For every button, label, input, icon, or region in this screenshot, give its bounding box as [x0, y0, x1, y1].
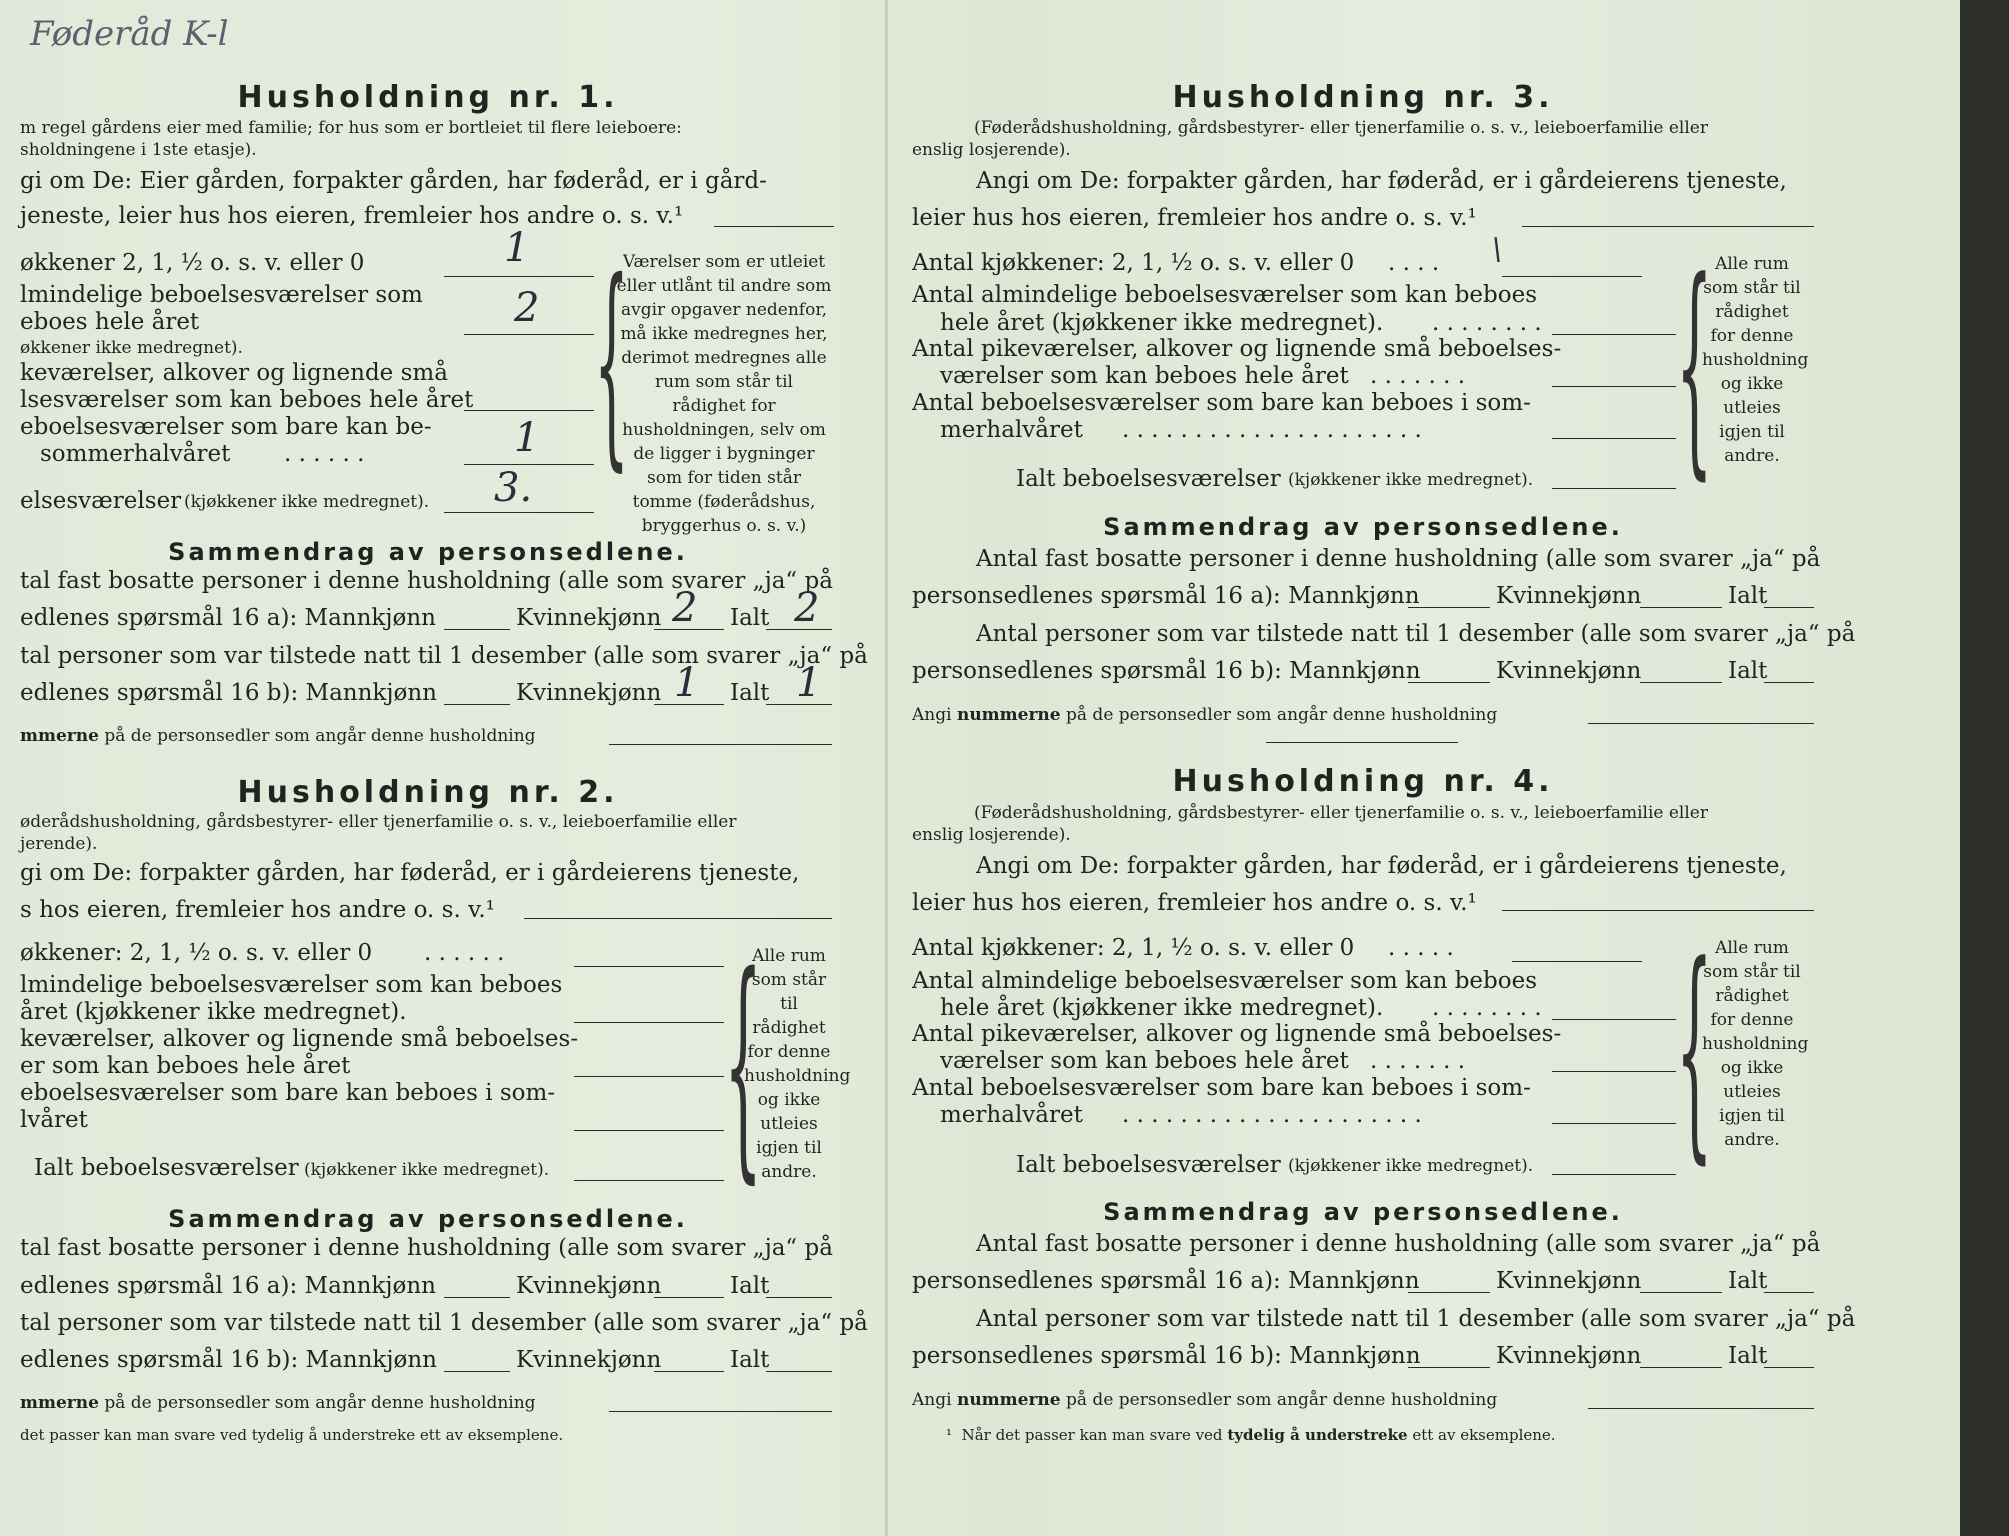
- household-1-nummerne-bold: mmerne: [20, 726, 99, 746]
- household-1-summary-title: Sammendrag av personsedlene.: [168, 538, 688, 566]
- household-1-sum-b-ialt-value: 1: [796, 660, 822, 706]
- household-2-sum-b-2: edlenes spørsmål 16 b): Mannkjønn: [20, 1347, 437, 1373]
- household-2-som-label-1: eboelsesværelser som bare kan beboes i som-: [20, 1080, 556, 1106]
- household-3-nummerne-rest: på de personsedler som angår denne husholdning: [1060, 705, 1498, 725]
- household-1-alm-line[interactable]: [464, 334, 594, 335]
- household-3-sum-a-1: Antal fast bosatte personer i denne husholdning (alle som svarer „ja“ på: [976, 546, 1821, 572]
- household-2-nummerne-line[interactable]: [609, 1411, 832, 1412]
- household-3-alm-dots: . . . . . . . .: [1432, 310, 1542, 336]
- household-1-brace: {: [594, 234, 629, 490]
- household-2-sum-b-ialt-line[interactable]: [766, 1371, 832, 1372]
- page-fold: [885, 0, 888, 1536]
- household-2-som-label-2: lvåret: [20, 1107, 88, 1133]
- household-1-angi-line[interactable]: [714, 226, 834, 227]
- household-1-alm-label-1: lmindelige beboelsesværelser som: [20, 282, 423, 308]
- household-2-footnote: det passer kan man svare ved tydelig å understreke ett av eksemplene.: [20, 1426, 564, 1444]
- household-4-note: Alle rum som står til rådighet for denne husholdning og ikke utleies igjen til andre.: [1702, 938, 1809, 1150]
- household-4-brace: {: [1676, 917, 1713, 1184]
- household-4-footnote-b: ett av eksemplene.: [1407, 1426, 1556, 1444]
- household-2-note: Alle rum som står til rådighet for denne husholdning og ikke utleies igjen til andre.: [744, 946, 851, 1182]
- household-3-kitchen-value: \: [1492, 232, 1503, 267]
- household-4-alm-label-1: Antal almindelige beboelsesværelser som kan beboes: [912, 968, 1538, 994]
- household-4-pike-dots: . . . . . . .: [1370, 1048, 1466, 1074]
- household-4-sum-b-2: personsedlenes spørsmål 16 b): Mannkjønn: [912, 1343, 1421, 1369]
- household-4-sum-a-mann-line[interactable]: [1408, 1292, 1490, 1293]
- household-1-ialt-label: elsesværelser: [20, 488, 182, 514]
- household-3-angi-1: Angi om De: forpakter gården, har føderåd, er i gårdeierens tjeneste,: [976, 168, 1787, 194]
- household-4-angi-line[interactable]: [1502, 910, 1814, 911]
- household-4-sum-b-1: Antal personer som var tilstede natt til 1 desember (alle som svarer „ja“ på: [976, 1306, 1856, 1332]
- household-1-som-label-1: eboelsesværelser som bare kan be-: [20, 414, 432, 440]
- household-2-pike-line[interactable]: [574, 1076, 724, 1077]
- household-1-sum-a-kv: Kvinnekjønn: [516, 605, 662, 631]
- household-2-angi-1: gi om De: forpakter gården, har føderåd, er i gårdeierens tjeneste,: [20, 860, 800, 886]
- household-1-nummerne-rest: på de personsedler som angår denne husholdning: [98, 726, 536, 746]
- household-2-sum-b-kv: Kvinnekjønn: [516, 1347, 662, 1373]
- household-3-sum-b-kv-line[interactable]: [1640, 682, 1722, 683]
- household-3-kitchen-line[interactable]: [1502, 276, 1642, 277]
- household-3-alm-line[interactable]: [1552, 334, 1676, 335]
- household-4-sum-a-1: Antal fast bosatte personer i denne husholdning (alle som svarer „ja“ på: [976, 1231, 1821, 1257]
- household-3-kitchen-dots: . . . .: [1388, 250, 1440, 276]
- household-4-sum-a-kv: Kvinnekjønn: [1496, 1268, 1642, 1294]
- household-3-nummerne-bold: nummerne: [956, 705, 1061, 725]
- household-3-nummerne: [912, 705, 1497, 725]
- household-2-sum-a-ialt: Ialt: [730, 1273, 770, 1299]
- household-2-pike-label-2: er som kan beboes hele året: [20, 1053, 351, 1079]
- household-4-sum-a-kv-line[interactable]: [1640, 1292, 1722, 1293]
- household-2-sum-b-kv-line[interactable]: [654, 1371, 724, 1372]
- household-2-ialt-line[interactable]: [574, 1180, 724, 1181]
- household-1-alm-value: 2: [514, 285, 540, 331]
- household-1-ialt-line[interactable]: [444, 512, 594, 513]
- household-4-nummerne-rest: på de personsedler som angår denne husholdning: [1060, 1390, 1498, 1410]
- household-3-som-line[interactable]: [1552, 438, 1676, 439]
- household-1-sum-a-2: edlenes spørsmål 16 a): Mannkjønn: [20, 605, 436, 631]
- household-1-ialt-small: (kjøkkener ikke medregnet).: [184, 492, 430, 512]
- household-4-title: Husholdning nr. 4.: [1172, 764, 1554, 799]
- household-4-kitchen-label: Antal kjøkkener: 2, 1, ½ o. s. v. eller 0: [912, 935, 1355, 961]
- household-3-alm-label-2: hele året (kjøkkener ikke medregnet).: [940, 310, 1384, 336]
- household-4-sum-b-mann-line[interactable]: [1408, 1367, 1490, 1368]
- household-1-sum-a-ialt: Ialt: [730, 605, 770, 631]
- household-1-intro-2: sholdningene i 1ste etasje).: [20, 140, 257, 160]
- household-4-kitchen-line[interactable]: [1512, 961, 1642, 962]
- household-2-sum-a-ialt-line[interactable]: [766, 1297, 832, 1298]
- household-1-note: Værelser som er utleiet eller utlånt til andre som avgir opgaver nedenfor, må ikke medregnes her, derimot medregnes alle rum som står til rådighet for husholdningen, selv om de ligger i bygninger som for tiden står tomme (føderådshus, bryggerhus o. s. v.): [616, 252, 832, 536]
- household-4-angi-1: Angi om De: forpakter gården, har føderåd, er i gårdeierens tjeneste,: [976, 853, 1787, 879]
- household-3-pike-label-2: værelser som kan beboes hele året: [940, 363, 1349, 389]
- household-1-sum-a-mann-line[interactable]: [444, 629, 510, 630]
- household-1-pike-line[interactable]: [464, 410, 594, 411]
- household-4-nummerne-line[interactable]: [1588, 1408, 1814, 1409]
- household-2-sum-a-kv-line[interactable]: [654, 1297, 724, 1298]
- household-4-som-label-1: Antal beboelsesværelser som bare kan beboes i som-: [912, 1075, 1531, 1101]
- household-2-angi-line[interactable]: [524, 918, 832, 919]
- household-1-sum-b-kv-value: 1: [674, 660, 700, 706]
- household-3-sum-a-kv-line[interactable]: [1640, 607, 1722, 608]
- household-1-sum-b-1: tal personer som var tilstede natt til 1 desember (alle som svarer „ja“ på: [20, 643, 868, 669]
- household-1-ialt-value: 3.: [494, 465, 533, 511]
- household-3-pike-dots: . . . . . . .: [1370, 363, 1466, 389]
- household-3-intro: (Føderådshusholdning, gårdsbestyrer- eller tjenerfamilie o. s. v., leieboerfamilie eller: [974, 118, 1708, 138]
- household-1-nummerne-line[interactable]: [609, 744, 832, 745]
- household-1-pike-label-1: keværelser, alkover og lignende små: [20, 360, 448, 386]
- household-3-ialt-small: (kjøkkener ikke medregnet).: [1288, 470, 1534, 490]
- household-1-title: Husholdning nr. 1.: [237, 80, 619, 115]
- household-3-brace: {: [1676, 233, 1713, 500]
- household-3-sum-a-2: personsedlenes spørsmål 16 a): Mannkjønn: [912, 583, 1420, 609]
- household-2-sum-a-2: edlenes spørsmål 16 a): Mannkjønn: [20, 1273, 436, 1299]
- scan-edge-strip: [1960, 0, 2009, 1536]
- household-4-footnote-a: Når det passer kan man svare ved: [961, 1426, 1228, 1444]
- household-2-sum-b-1: tal personer som var tilstede natt til 1 desember (alle som svarer „ja“ på: [20, 1310, 868, 1336]
- household-2-alm-label-2: året (kjøkkener ikke medregnet).: [20, 999, 407, 1025]
- household-2-sum-a-mann-line[interactable]: [444, 1297, 510, 1298]
- household-3-pike-line[interactable]: [1552, 386, 1676, 387]
- household-3-som-label-2: merhalvåret: [940, 417, 1083, 443]
- household-4-sum-b-kv: Kvinnekjønn: [1496, 1343, 1642, 1369]
- household-2-alm-label-1: lmindelige beboelsesværelser som kan beboes: [20, 972, 563, 998]
- household-4-footnote-num: ¹: [946, 1426, 953, 1444]
- household-3-angi-line[interactable]: [1522, 226, 1814, 227]
- household-4-kitchen-dots: . . . . .: [1388, 935, 1454, 961]
- household-1-sum-a-1: tal fast bosatte personer i denne husholdning (alle som svarer „ja“ på: [20, 568, 833, 594]
- household-4-sum-a-ialt: Ialt: [1728, 1268, 1768, 1294]
- household-1-kitchen-value: 1: [504, 225, 530, 271]
- household-1-angi-2: jeneste, leier hus hos eieren, fremleier hos andre o. s. v.¹: [20, 203, 684, 229]
- household-2-intro: øderådshusholdning, gårdsbestyrer- eller tjenerfamilie o. s. v., leieboerfamilie eller: [20, 812, 737, 832]
- household-4-pike-label-2: værelser som kan beboes hele året: [940, 1048, 1349, 1074]
- household-1-kitchen-label: økkener 2, 1, ½ o. s. v. eller 0: [20, 250, 365, 276]
- corner-handwritten-note: Føderåd K-l: [30, 14, 229, 54]
- household-1-angi-1: gi om De: Eier gården, forpakter gården, har føderåd, er i gård-: [20, 168, 767, 194]
- household-2-kitchen-line[interactable]: [574, 966, 724, 967]
- household-3-sum-b-kv: Kvinnekjønn: [1496, 658, 1642, 684]
- household-3-angi-2: leier hus hos eieren, fremleier hos andre o. s. v.¹: [912, 205, 1477, 231]
- household-3-pike-label-1: Antal pikeværelser, alkover og lignende små beboelses-: [912, 336, 1562, 362]
- household-4-alm-line[interactable]: [1552, 1019, 1676, 1020]
- household-4-sum-b-ialt-line[interactable]: [1764, 1367, 1814, 1368]
- household-4-som-dots: . . . . . . . . . . . . . . . . . . . . .: [1122, 1102, 1422, 1128]
- household-4-som-line[interactable]: [1552, 1123, 1676, 1124]
- household-3-nummerne-line[interactable]: [1588, 723, 1814, 724]
- household-2-sum-b-mann-line[interactable]: [444, 1371, 510, 1372]
- household-1-som-value: 1: [514, 415, 540, 461]
- household-3-kitchen-label: Antal kjøkkener: 2, 1, ½ o. s. v. eller 0: [912, 250, 1355, 276]
- household-3-summary-title: Sammendrag av personsedlene.: [1103, 513, 1623, 541]
- household-3-som-dots: . . . . . . . . . . . . . . . . . . . . .: [1122, 417, 1422, 443]
- household-2-summary-title: Sammendrag av personsedlene.: [168, 1205, 688, 1233]
- household-1-sum-b-2: edlenes spørsmål 16 b): Mannkjønn: [20, 680, 437, 706]
- household-4-alm-label-2: hele året (kjøkkener ikke medregnet).: [940, 995, 1384, 1021]
- household-2-ialt-label: Ialt beboelsesværelser: [34, 1155, 299, 1181]
- household-4-intro-2: enslig losjerende).: [912, 825, 1071, 845]
- household-3-ialt-label: Ialt beboelsesværelser: [1016, 466, 1281, 492]
- household-2-sum-b-ialt: Ialt: [730, 1347, 770, 1373]
- household-1-sum-a-ialt-value: 2: [794, 585, 820, 631]
- household-4-ialt-label: Ialt beboelsesværelser: [1016, 1152, 1281, 1178]
- household-4-footnote-bold: tydelig å understreke: [1227, 1426, 1408, 1444]
- household-2-nummerne-rest: på de personsedler som angår denne husholdning: [98, 1393, 536, 1413]
- household-2-sum-a-1: tal fast bosatte personer i denne husholdning (alle som svarer „ja“ på: [20, 1235, 833, 1261]
- household-2-kitchen-label: økkener: 2, 1, ½ o. s. v. eller 0: [20, 940, 373, 966]
- household-3-title: Husholdning nr. 3.: [1172, 80, 1554, 115]
- household-3-sum-a-kv: Kvinnekjønn: [1496, 583, 1642, 609]
- household-4-sum-a-2: personsedlenes spørsmål 16 a): Mannkjønn: [912, 1268, 1420, 1294]
- household-3-sum-b-1: Antal personer som var tilstede natt til 1 desember (alle som svarer „ja“ på: [976, 621, 1856, 647]
- household-4-angi-2: leier hus hos eieren, fremleier hos andre o. s. v.¹: [912, 890, 1477, 916]
- household-4-ialt-line[interactable]: [1552, 1174, 1676, 1175]
- household-1-sum-b-mann-line[interactable]: [444, 704, 510, 705]
- household-1-intro: m regel gårdens eier med familie; for hus som er bortleiet til flere leieboere:: [20, 118, 682, 138]
- household-3-nummerne-pre: Angi: [912, 705, 957, 725]
- household-3-sum-b-ialt: Ialt: [1728, 658, 1768, 684]
- household-2-title: Husholdning nr. 2.: [237, 775, 619, 810]
- household-4-sum-b-kv-line[interactable]: [1640, 1367, 1722, 1368]
- household-2-kitchen-dots: . . . . . .: [424, 940, 505, 966]
- household-2-angi-2: s hos eieren, fremleier hos andre o. s. v.¹: [20, 897, 495, 923]
- household-2-nummerne-bold: mmerne: [20, 1393, 99, 1413]
- household-3-intro-2: enslig losjerende).: [912, 140, 1071, 160]
- household-1-pike-label-2: lsesværelser som kan beboes hele året: [20, 387, 474, 413]
- household-2-som-line[interactable]: [574, 1130, 724, 1131]
- household-4-alm-dots: . . . . . . . .: [1432, 995, 1542, 1021]
- household-1-som-label-2: sommerhalvåret: [40, 441, 231, 467]
- household-separator: [1266, 742, 1458, 743]
- household-2-brace: {: [724, 924, 763, 1204]
- household-4-nummerne-pre: Angi: [912, 1390, 957, 1410]
- household-3-note: Alle rum som står til rådighet for denne husholdning og ikke utleies igjen til andre.: [1702, 254, 1809, 466]
- household-2-intro-2: jerende).: [20, 834, 98, 854]
- household-4-nummerne: [912, 1390, 1497, 1410]
- household-3-som-label-1: Antal beboelsesværelser som bare kan beboes i som-: [912, 390, 1531, 416]
- household-1-alm-label-3: økkener ikke medregnet).: [20, 338, 243, 358]
- household-1-sum-a-kv-value: 2: [672, 585, 698, 631]
- household-3-sum-b-ialt-line[interactable]: [1764, 682, 1814, 683]
- household-3-sum-a-mann-line[interactable]: [1408, 607, 1490, 608]
- household-4-intro: (Føderådshusholdning, gårdsbestyrer- eller tjenerfamilie o. s. v., leieboerfamilie eller: [974, 803, 1708, 823]
- household-1-kitchen-line[interactable]: [444, 276, 594, 277]
- household-1-som-dots: . . . . . .: [284, 441, 365, 467]
- household-1-alm-label-2: eboes hele året: [20, 309, 200, 335]
- household-3-alm-label-1: Antal almindelige beboelsesværelser som kan beboes: [912, 282, 1538, 308]
- household-4-summary-title: Sammendrag av personsedlene.: [1103, 1198, 1623, 1226]
- household-4-som-label-2: merhalvåret: [940, 1102, 1083, 1128]
- household-4-nummerne-bold: nummerne: [956, 1390, 1061, 1410]
- household-2-pike-label-1: keværelser, alkover og lignende små beboelses-: [20, 1026, 579, 1052]
- household-2-sum-a-kv: Kvinnekjønn: [516, 1273, 662, 1299]
- household-2-alm-line[interactable]: [574, 1022, 724, 1023]
- household-4-sum-b-ialt: Ialt: [1728, 1343, 1768, 1369]
- household-1-nummerne: [20, 726, 536, 746]
- household-2-nummerne: [20, 1393, 536, 1413]
- household-3-sum-a-ialt-line[interactable]: [1764, 607, 1814, 608]
- household-4-pike-line[interactable]: [1552, 1071, 1676, 1072]
- household-2-ialt-small: (kjøkkener ikke medregnet).: [304, 1160, 550, 1180]
- household-3-sum-b-2: personsedlenes spørsmål 16 b): Mannkjønn: [912, 658, 1421, 684]
- household-4-footnote: [946, 1426, 1556, 1444]
- household-3-sum-a-ialt: Ialt: [1728, 583, 1768, 609]
- household-3-sum-b-mann-line[interactable]: [1408, 682, 1490, 683]
- household-4-pike-label-1: Antal pikeværelser, alkover og lignende små beboelses-: [912, 1021, 1562, 1047]
- household-3-ialt-line[interactable]: [1552, 488, 1676, 489]
- household-1-sum-b-kv: Kvinnekjønn: [516, 680, 662, 706]
- household-4-sum-a-ialt-line[interactable]: [1764, 1292, 1814, 1293]
- household-1-sum-b-ialt: Ialt: [730, 680, 770, 706]
- household-4-ialt-small: (kjøkkener ikke medregnet).: [1288, 1156, 1534, 1176]
